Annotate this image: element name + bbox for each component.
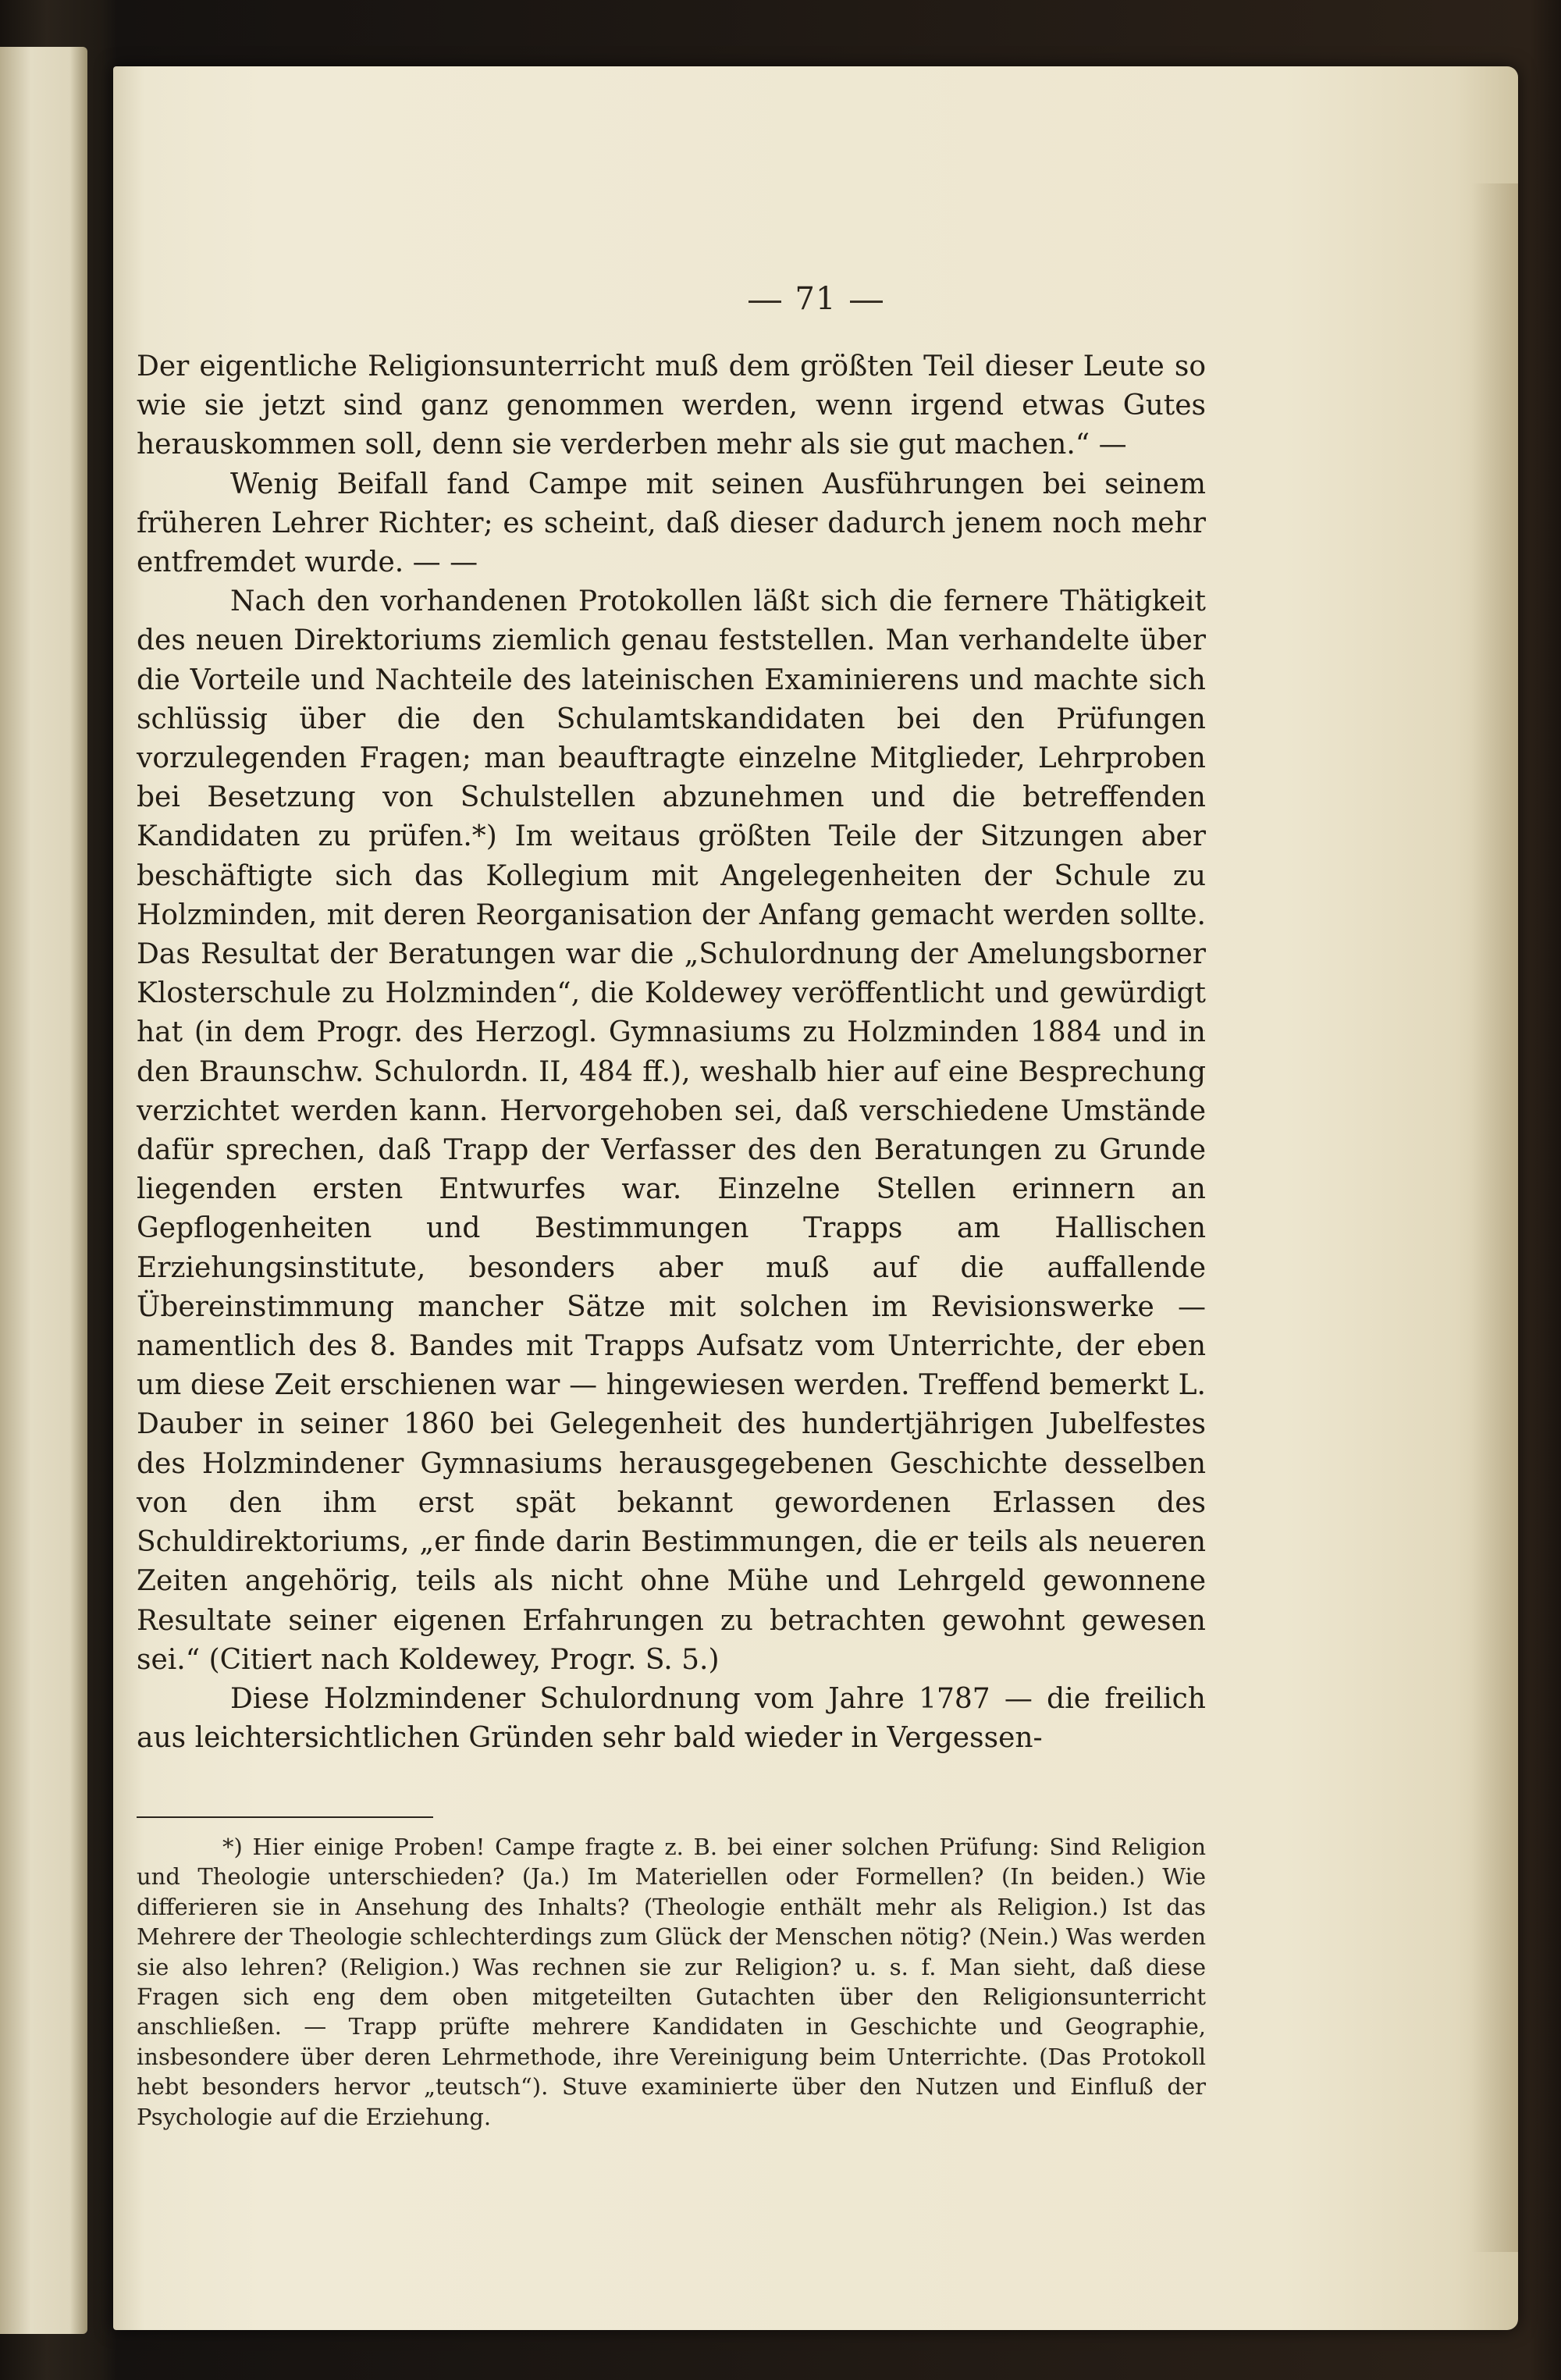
- page-number: 71: [795, 281, 837, 317]
- footnote-text: *) Hier einige Proben! Campe fragte z. B. bei einer solchen Prüfung: Sind Religion und Theologie unterschieden? (Ja.) Im Materiellen oder Formellen? (In beiden.) Wie differieren sie in Ansehung des Inhalts? (Theologie enthält mehr als Religion.) Ist das Mehrere der Theologie schlechterdings zum Glück der Menschen nötig? (Nein.) Was werden sie also lehren? (Religion.) Was rechnen sie zur Religion? u. s. f. Man sieht, daß diese Fragen sich eng dem oben mitgeteilten Gutachten über den Religionsunterricht anschließen. — Trapp prüfte mehrere Kandidaten in Geschichte und Geographie, insbesondere über deren Lehrmethode, ihre Vereinigung beim Unterrichte. (Das Protokoll hebt besonders hervor „teutsch“). Stuve examinierte über den Nutzen und Einfluß der Psychologie auf die Erziehung.: [137, 1834, 1206, 2130]
- paragraph-1: Der eigentliche Religionsunterricht muß dem größten Teil dieser Leute so wie sie jetzt sind ganz genommen werden, wenn irgend etwas Gutes herauskommen soll, denn sie verderben mehr als sie gut machen.“ —: [137, 350, 1206, 461]
- header-dash-left: [748, 301, 781, 303]
- main-text: [137, 347, 1206, 1758]
- page-header: [113, 281, 1518, 317]
- footnote-rule: [137, 1816, 433, 1818]
- paragraph-2: Wenig Beifall fand Campe mit seinen Ausführungen bei seinem früheren Lehrer Richter; es scheint, daß dieser dadurch jenem noch mehr entfremdet wurde. — —: [137, 468, 1206, 579]
- book-page: [113, 66, 1518, 2330]
- paragraph-4: Diese Holzmindener Schulordnung vom Jahre 1787 — die freilich aus leichtersichtlichen Gründen sehr bald wieder in Vergessen-: [137, 1682, 1206, 1755]
- previous-page-edge: [0, 47, 87, 2334]
- header-dash-right: [850, 301, 883, 303]
- footnote: [137, 1832, 1206, 2132]
- paragraph-3: Nach den vorhandenen Protokollen läßt sich die fernere Thätigkeit des neuen Direktoriums ziemlich genau feststellen. Man verhandelte über die Vorteile und Nachteile des lateinischen Examinierens und machte sich schlüssig über die den Schulamtskandidaten bei den Prüfungen vorzulegenden Fragen; man beauftragte einzelne Mitglieder, Lehrproben bei Besetzung von Schulstellen abzunehmen und die betreffenden Kandidaten zu prüfen.*) Im weitaus größten Teile der Sitzungen aber beschäftigte sich das Kollegium mit Angelegenheiten der Schule zu Holzminden, mit deren Reorganisation der Anfang gemacht werden sollte. Das Resultat der Beratungen war die „Schulordnung der Amelungsborner Klosterschule zu Holzminden“, die Koldewey veröffentlicht und gewürdigt hat (in dem Progr. des Herzogl. Gymnasiums zu Holzminden 1884 und in den Braunschw. Schulordn. II, 484 ff.), weshalb hier auf eine Besprechung verzichtet werden kann. Hervorgehoben sei, daß verschiedene Umstände dafür sprechen, daß Trapp der Verfasser des den Beratungen zu Grunde liegenden ersten Entwurfes war. Einzelne Stellen erinnern an Gepflogenheiten und Bestimmungen Trapps am Hallischen Erziehungsinstitute, besonders aber muß auf die auffallende Übereinstimmung mancher Sätze mit solchen im Revisionswerke — namentlich des 8. Bandes mit Trapps Aufsatz vom Unterrichte, der eben um diese Zeit erschienen war — hingewiesen werden. Treffend bemerkt L. Dauber in seiner 1860 bei Gelegenheit des hundertjährigen Jubelfestes des Holzmindener Gymnasiums herausgegebenen Geschichte desselben von den ihm erst spät bekannt gewordenen Erlassen des Schuldirektoriums, „er finde darin Bestimmungen, die er teils als neueren Zeiten angehörig, teils als nicht ohne Mühe und Lehrgeld gewonnene Resultate seiner eigenen Erfahrungen zu betrachten gewohnt gewesen sei.“ (Citiert nach Koldewey, Progr. S. 5.): [137, 585, 1206, 1676]
